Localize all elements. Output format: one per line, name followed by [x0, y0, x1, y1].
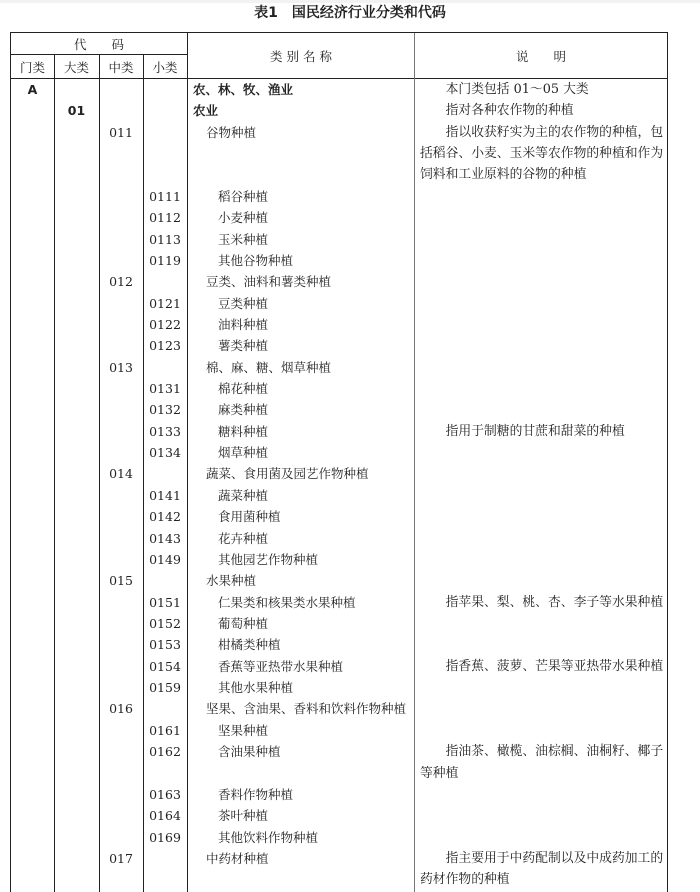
table-row	[11, 442, 667, 463]
code-zhong: 017	[109, 850, 133, 866]
table-row	[11, 677, 667, 698]
code-da	[54, 186, 99, 207]
code-xiao: 0161	[149, 722, 181, 738]
code-xiao: 0112	[149, 210, 181, 226]
code-xiao: 0133	[149, 423, 181, 439]
code-men	[11, 741, 54, 784]
category-description	[415, 698, 667, 719]
code-zhong	[99, 677, 143, 698]
table-row	[11, 122, 667, 186]
code-xiao: 0142	[149, 509, 181, 525]
code-da	[54, 741, 99, 784]
code-xiao: 0143	[149, 530, 181, 546]
table-title: 表1 国民经济行业分类和代码	[254, 5, 446, 21]
divider	[99, 78, 100, 892]
code-zhong	[99, 421, 143, 442]
category-description	[415, 784, 667, 805]
code-da	[54, 463, 99, 484]
category-name: 稻谷种植	[218, 188, 269, 204]
category-description	[415, 677, 667, 698]
category-name: 香蕉等亚热带水果种植	[218, 658, 344, 674]
code-men	[11, 805, 54, 826]
table-row	[11, 634, 667, 655]
code-da	[54, 335, 99, 356]
category-name: 含油果种植	[218, 744, 281, 760]
code-da	[54, 720, 99, 741]
code-men	[11, 528, 54, 549]
table-row	[11, 570, 667, 591]
category-description	[415, 399, 667, 420]
code-xiao	[143, 79, 187, 100]
code-xiao: 0169	[149, 829, 181, 845]
code-xiao: 0134	[149, 445, 181, 461]
code-zhong	[99, 656, 143, 677]
table-row	[11, 592, 667, 613]
code-da	[54, 314, 99, 335]
category-name: 其他谷物种植	[218, 252, 294, 268]
code-xiao: 0131	[149, 381, 181, 397]
code-zhong: 015	[109, 573, 133, 589]
code-zhong	[99, 79, 143, 100]
table-row	[11, 207, 667, 228]
code-zhong	[99, 293, 143, 314]
table-row	[11, 613, 667, 634]
category-description	[415, 463, 667, 484]
code-men	[11, 463, 54, 484]
code-xiao: 0111	[149, 188, 181, 204]
code-men	[11, 207, 54, 228]
category-name: 棉花种植	[218, 381, 269, 397]
code-da	[54, 528, 99, 549]
category-name: 中药材种植	[206, 850, 269, 866]
code-xiao: 0122	[149, 316, 181, 332]
code-xiao: 0151	[149, 594, 181, 610]
table-row	[11, 271, 667, 292]
code-men	[11, 293, 54, 314]
category-name: 豆类种植	[218, 295, 269, 311]
category-name: 仁果类和核果类水果种植	[218, 594, 356, 610]
code-zhong	[99, 784, 143, 805]
code-xiao: 0153	[149, 637, 181, 653]
code-da	[54, 784, 99, 805]
category-description	[415, 229, 667, 250]
code-xiao	[143, 698, 187, 719]
category-name: 食用菌种植	[218, 509, 281, 525]
code-xiao	[143, 271, 187, 292]
code-men	[11, 399, 54, 420]
code-zhong	[99, 741, 143, 784]
code-men	[11, 677, 54, 698]
code-zhong	[99, 528, 143, 549]
code-men	[11, 506, 54, 527]
code-men: A	[27, 82, 38, 97]
category-description	[415, 720, 667, 741]
category-name: 农、林、牧、渔业	[193, 82, 294, 97]
code-men	[11, 186, 54, 207]
code-da	[54, 378, 99, 399]
code-zhong: 014	[109, 466, 133, 482]
category-description: 指用于制糖的甘蔗和甜菜的种植	[445, 423, 625, 439]
code-da	[54, 698, 99, 719]
code-da	[54, 207, 99, 228]
code-men	[11, 720, 54, 741]
code-da	[54, 570, 99, 591]
category-name: 其他饮料作物种植	[218, 829, 319, 845]
header-da: 大类	[63, 59, 89, 75]
header-zhong: 中类	[108, 59, 134, 75]
code-da	[54, 442, 99, 463]
category-name: 烟草种植	[218, 445, 269, 461]
divider	[54, 78, 55, 892]
code-xiao: 0121	[149, 295, 181, 311]
code-men	[11, 378, 54, 399]
category-name: 薯类种植	[218, 338, 269, 354]
category-description	[415, 805, 667, 826]
table-row	[11, 506, 667, 527]
table-row	[11, 229, 667, 250]
table-row	[11, 720, 667, 741]
category-description	[415, 613, 667, 634]
code-zhong	[99, 335, 143, 356]
category-description	[415, 570, 667, 591]
table-row	[11, 421, 667, 442]
table-row	[11, 549, 667, 570]
code-men	[11, 592, 54, 613]
code-men	[11, 848, 54, 891]
category-description: 指对各种农作物的种植	[445, 103, 574, 119]
code-zhong	[99, 506, 143, 527]
category-name: 农业	[193, 103, 219, 119]
category-name: 其他园艺作物种植	[218, 551, 319, 567]
code-zhong: 016	[109, 701, 133, 717]
category-description	[415, 528, 667, 549]
code-men	[11, 570, 54, 591]
table-row	[11, 186, 667, 207]
category-name: 谷物种植	[206, 124, 257, 140]
category-name: 坚果种植	[218, 722, 269, 738]
table-body	[11, 78, 667, 892]
table-row	[11, 100, 667, 121]
code-zhong: 012	[109, 274, 133, 290]
code-men	[11, 314, 54, 335]
category-name: 蔬菜种植	[218, 487, 269, 503]
category-name: 糖料种植	[218, 423, 269, 439]
header-code: 代 码	[11, 33, 187, 55]
category-description	[415, 357, 667, 378]
category-name: 棉、麻、糖、烟草种植	[206, 359, 332, 375]
code-zhong	[99, 378, 143, 399]
code-men	[11, 442, 54, 463]
code-da	[54, 848, 99, 891]
category-name: 玉米种植	[218, 231, 269, 247]
category-description	[415, 442, 667, 463]
code-zhong	[99, 442, 143, 463]
category-description	[415, 271, 667, 292]
table-row	[11, 250, 667, 271]
code-zhong: 011	[109, 124, 133, 140]
code-da	[54, 677, 99, 698]
category-description	[415, 485, 667, 506]
code-xiao	[143, 463, 187, 484]
category-name: 柑橘类种植	[218, 637, 281, 653]
category-name: 油料种植	[218, 316, 269, 332]
code-zhong	[99, 613, 143, 634]
code-xiao: 0132	[149, 402, 181, 418]
code-men	[11, 229, 54, 250]
code-xiao	[143, 100, 187, 121]
code-men	[11, 357, 54, 378]
table-row	[11, 314, 667, 335]
code-zhong	[99, 827, 143, 848]
category-description	[415, 549, 667, 570]
category-description	[415, 634, 667, 655]
code-da	[54, 592, 99, 613]
code-da	[54, 79, 99, 100]
code-xiao: 0119	[149, 252, 181, 268]
code-zhong: 013	[109, 359, 133, 375]
category-name: 坚果、含油果、香料和饮料作物种植	[206, 701, 407, 717]
code-xiao: 0162	[149, 744, 181, 760]
table-row	[11, 485, 667, 506]
table-row	[11, 656, 667, 677]
code-da	[54, 613, 99, 634]
top-bar	[0, 0, 700, 3]
table-row	[11, 827, 667, 848]
category-description: 指油茶、橄榄、油棕榈、油桐籽、椰子等种植	[420, 744, 664, 781]
code-zhong	[99, 805, 143, 826]
code-zhong	[99, 186, 143, 207]
category-description	[415, 293, 667, 314]
code-men	[11, 271, 54, 292]
code-men	[11, 656, 54, 677]
code-xiao: 0152	[149, 615, 181, 631]
code-xiao: 0154	[149, 658, 181, 674]
category-description	[415, 335, 667, 356]
code-men	[11, 613, 54, 634]
code-zhong	[99, 399, 143, 420]
table-row	[11, 463, 667, 484]
divider	[143, 78, 144, 892]
code-da: 01	[67, 103, 86, 119]
code-zhong	[99, 720, 143, 741]
category-name: 葡萄种植	[218, 615, 269, 631]
header-xiao: 小类	[152, 59, 178, 75]
table-row	[11, 784, 667, 805]
code-zhong	[99, 592, 143, 613]
code-men	[11, 784, 54, 805]
category-description	[415, 250, 667, 271]
header-name: 类 别 名 称	[270, 48, 332, 64]
table-header	[11, 33, 667, 79]
table-row	[11, 399, 667, 420]
category-name: 豆类、油料和薯类种植	[206, 274, 332, 290]
code-zhong	[99, 229, 143, 250]
divider	[99, 55, 100, 78]
code-zhong	[99, 634, 143, 655]
code-zhong	[99, 485, 143, 506]
category-description: 指香蕉、菠萝、芒果等亚热带水果种植	[445, 658, 664, 674]
code-zhong	[99, 549, 143, 570]
code-da	[54, 293, 99, 314]
code-men	[11, 122, 54, 186]
code-men	[11, 335, 54, 356]
code-da	[54, 805, 99, 826]
category-description	[415, 827, 667, 848]
code-xiao: 0163	[149, 786, 181, 802]
code-xiao	[143, 122, 187, 186]
code-da	[54, 250, 99, 271]
header-men: 门类	[19, 59, 45, 75]
code-xiao: 0164	[149, 808, 181, 824]
table-row	[11, 79, 667, 100]
code-da	[54, 549, 99, 570]
category-description: 本门类包括 01～05 大类	[445, 82, 589, 97]
category-name: 茶叶种植	[218, 808, 269, 824]
table-row	[11, 335, 667, 356]
category-name: 其他水果种植	[218, 680, 294, 696]
table-row	[11, 357, 667, 378]
code-da	[54, 827, 99, 848]
table-row	[11, 805, 667, 826]
code-zhong	[99, 314, 143, 335]
code-men	[11, 421, 54, 442]
category-name: 香料作物种植	[218, 786, 294, 802]
code-da	[54, 229, 99, 250]
category-description	[415, 314, 667, 335]
code-xiao: 0159	[149, 680, 181, 696]
category-name: 水果种植	[206, 573, 257, 589]
code-men	[11, 827, 54, 848]
code-da	[54, 122, 99, 186]
category-name: 花卉种植	[218, 530, 269, 546]
code-xiao: 0123	[149, 338, 181, 354]
table-row	[11, 528, 667, 549]
code-xiao	[143, 848, 187, 891]
code-xiao: 0141	[149, 487, 181, 503]
category-name: 小麦种植	[218, 210, 269, 226]
code-men	[11, 634, 54, 655]
table-row	[11, 741, 667, 784]
industry-classification-table	[10, 32, 668, 892]
category-description	[415, 186, 667, 207]
code-xiao	[143, 357, 187, 378]
divider	[54, 55, 55, 78]
code-da	[54, 506, 99, 527]
code-men	[11, 698, 54, 719]
code-da	[54, 399, 99, 420]
table-row	[11, 378, 667, 399]
category-name: 麻类种植	[218, 402, 269, 418]
category-description: 指苹果、梨、桃、杏、李子等水果种植	[445, 594, 664, 610]
code-da	[54, 485, 99, 506]
code-da	[54, 271, 99, 292]
table-row	[11, 848, 667, 891]
category-description: 指以收获籽实为主的农作物的种植，包括稻谷、小麦、玉米等农作物的种植和作为饲料和工业原料的谷物的种植	[420, 124, 664, 183]
header-desc: 说 明	[515, 48, 566, 64]
code-men	[11, 549, 54, 570]
table-row	[11, 293, 667, 314]
code-men	[11, 100, 54, 121]
code-zhong	[99, 250, 143, 271]
code-xiao: 0149	[149, 551, 181, 567]
code-xiao	[143, 570, 187, 591]
code-da	[54, 634, 99, 655]
divider	[143, 55, 144, 78]
table-row	[11, 698, 667, 719]
category-description	[415, 506, 667, 527]
code-men	[11, 485, 54, 506]
code-zhong	[99, 207, 143, 228]
code-men	[11, 250, 54, 271]
code-da	[54, 656, 99, 677]
code-xiao: 0113	[149, 231, 181, 247]
code-zhong	[99, 100, 143, 121]
category-description: 指主要用于中药配制以及中成药加工的药材作物的种植	[420, 850, 664, 888]
code-da	[54, 357, 99, 378]
category-description	[415, 378, 667, 399]
category-description	[415, 207, 667, 228]
category-name: 蔬菜、食用菌及园艺作物种植	[206, 466, 369, 482]
code-da	[54, 421, 99, 442]
